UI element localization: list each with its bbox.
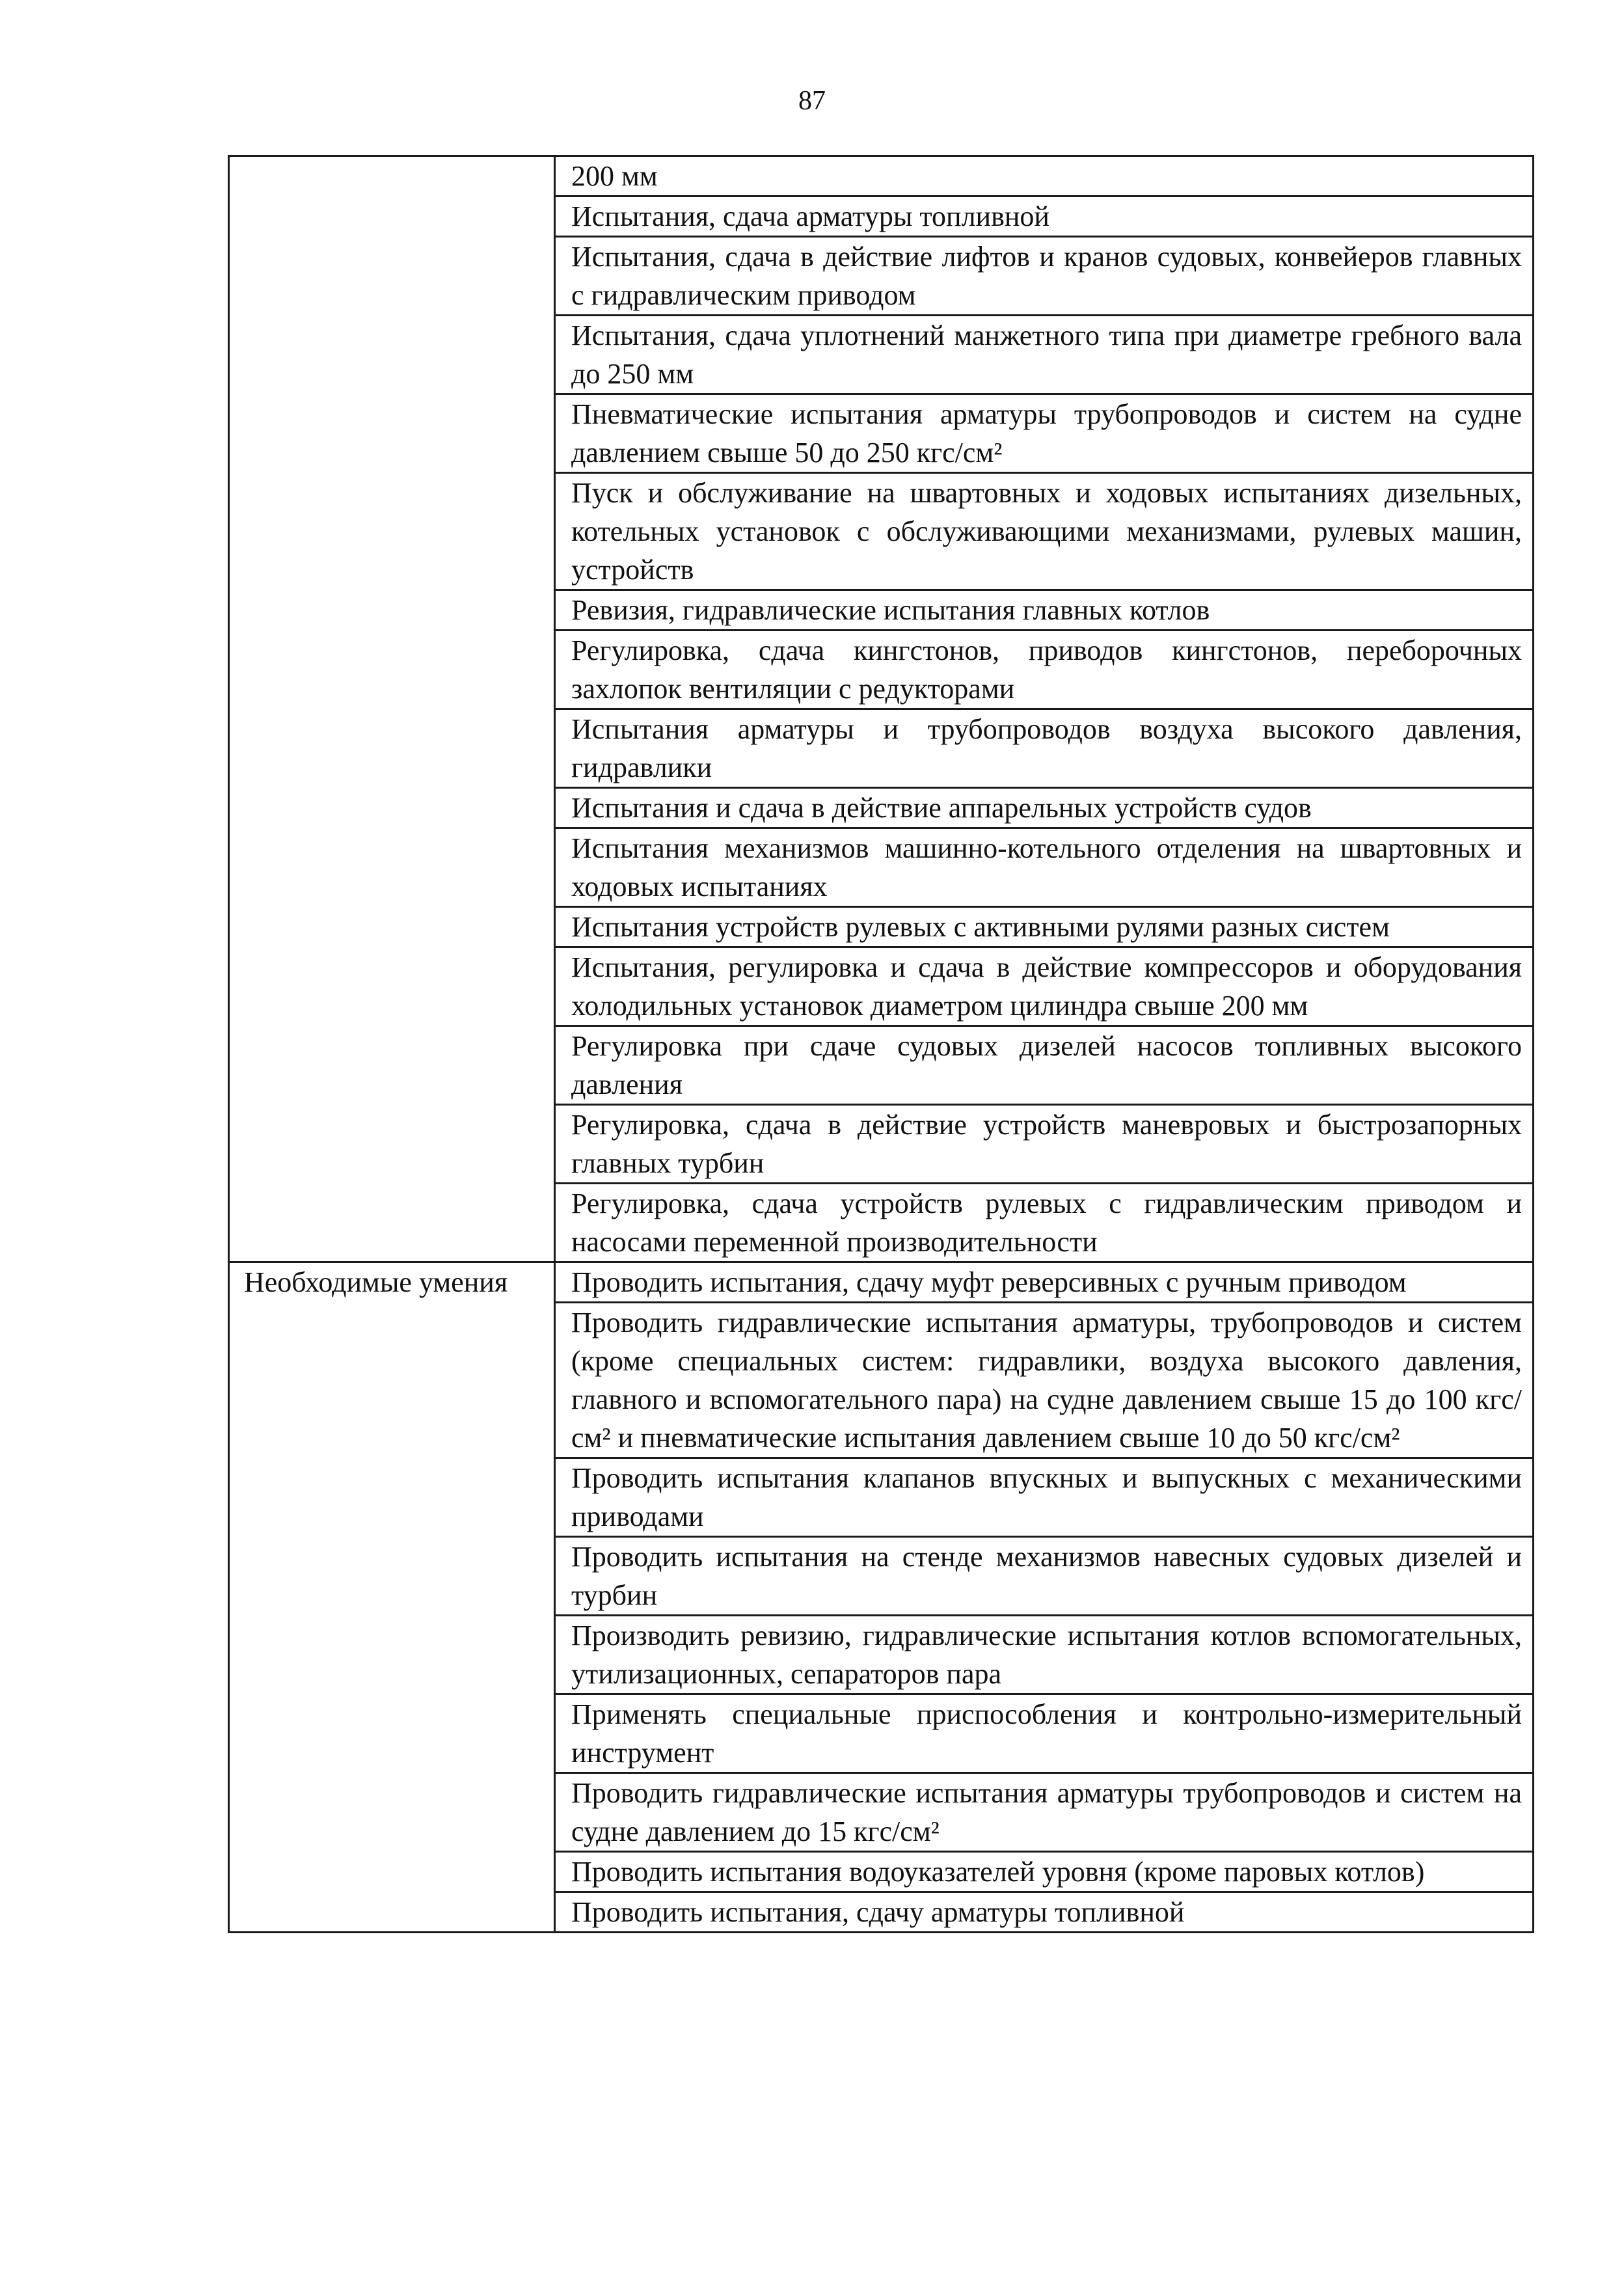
table-cell-item [555,1026,1534,1105]
table-cell-item [555,1694,1534,1773]
table-cell-item [555,156,1534,197]
table-cell-item [555,590,1534,631]
table-cell-item [555,828,1534,907]
table-cell-item [555,1262,1534,1303]
item-text: Регулировка при сдаче судовых дизелей насосов топливных высокого давления [571,1030,1522,1100]
table-cell-item [555,709,1534,788]
table-cell-item [555,788,1534,828]
skills-label-cell [229,1262,555,1933]
page-number: 87 [798,86,826,116]
item-text: Проводить испытания клапанов впускных и выпускных с механическими приводами [571,1462,1522,1532]
item-text: Испытания устройств рулевых с активными рулями разных систем [571,911,1390,943]
table-cell-item [555,473,1534,590]
section-label: Необходимые умения [244,1266,508,1298]
item-text: Проводить испытания на стенде механизмов навесных судовых дизелей и турбин [571,1541,1522,1611]
item-text: Проводить испытания, сдачу арматуры топливной [571,1896,1185,1928]
table-row [229,156,1534,197]
item-text: Пуск и обслуживание на швартовных и ходовых испытаниях дизельных, котельных установок с обслуживающими механизмами, рулевых машин, устройств [571,477,1522,586]
item-text: Применять специальные приспособления и контрольно-измерительный инструмент [571,1698,1522,1769]
item-text: Испытания, сдача в действие лифтов и кранов судовых, конвейеров главных с гидравлическим приводом [571,241,1522,311]
table-cell-item [555,1184,1534,1262]
item-text: Проводить испытания, сдачу муфт реверсивных с ручным приводом [571,1266,1407,1298]
table-cell-item [555,1616,1534,1694]
competency-table [228,155,1534,1933]
item-text: Производить ревизию, гидравлические испытания котлов вспомогательных, утилизационных, сепараторов пара [571,1620,1522,1690]
table-cell-item [555,1458,1534,1537]
item-text: Испытания механизмов машинно-котельного отделения на швартовных и ходовых испытаниях [571,832,1522,903]
item-text: Испытания, регулировка и сдача в действие компрессоров и оборудования холодильных установок диаметром цилиндра свыше 200 мм [571,951,1522,1022]
table-row [229,1262,1534,1303]
table-cell-item [555,1105,1534,1184]
item-text: Регулировка, сдача устройств рулевых с гидравлическим приводом и насосами переменной производительности [571,1188,1522,1258]
item-text: 200 мм [571,160,658,192]
table-cell-item [555,316,1534,394]
table-cell-item [555,394,1534,473]
table-cell-item [555,631,1534,709]
table-cell-item [555,947,1534,1026]
table-cell-item [555,1303,1534,1458]
item-text: Испытания, сдача уплотнений манжетного типа при диаметре гребного вала до 250 мм [571,319,1522,390]
table-cell-item [555,237,1534,316]
table-cell-item [555,1537,1534,1616]
label-cell [229,156,555,1262]
item-text: Испытания и сдача в действие аппарельных устройств судов [571,792,1312,824]
table-cell-item [555,1852,1534,1892]
item-text: Проводить испытания водоуказателей уровня (кроме паровых котлов) [571,1856,1425,1888]
table-cell-item [555,907,1534,947]
item-text: Проводить гидравлические испытания арматуры трубопроводов и систем на судне давлением до 15 кгс/см² [571,1777,1522,1847]
table-cell-item [555,1773,1534,1852]
table-cell-item [555,197,1534,237]
item-text: Регулировка, сдача кингстонов, приводов кингстонов, переборочных захлопок вентиляции с редукторами [571,634,1522,705]
table-cell-item [555,1892,1534,1933]
item-text: Проводить гидравлические испытания арматуры, трубопроводов и систем (кроме специальных систем: гидравлики, воздуха высокого давления, главного и вспомогательного пара) на судне давлением свыше 15 до 100 кгс/см² и пневматические испытания давлением свыше 10 до 50 кгс/см² [571,1307,1522,1454]
item-text: Испытания арматуры и трубопроводов воздуха высокого давления, гидравлики [571,713,1522,783]
item-text: Ревизия, гидравлические испытания главных котлов [571,594,1210,626]
item-text: Испытания, сдача арматуры топливной [571,200,1049,232]
item-text: Регулировка, сдача в действие устройств маневровых и быстрозапорных главных турбин [571,1109,1522,1179]
item-text: Пневматические испытания арматуры трубопроводов и систем на судне давлением свыше 50 до 250 кгс/см² [571,398,1522,469]
